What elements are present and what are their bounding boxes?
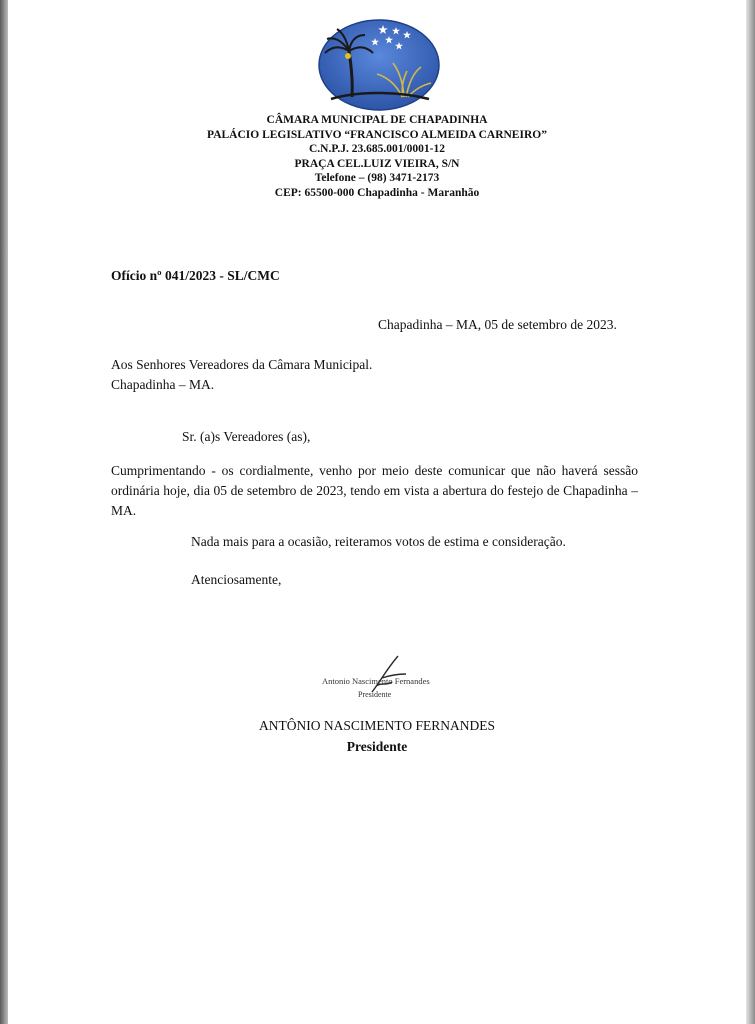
signature-stamp [308,652,448,704]
signer-title: Presidente [346,739,408,754]
letterhead-palace: PALÁCIO LEGISLATIVO “FRANCISCO ALMEIDA CARNEIRO” [207,128,547,141]
salutation: Sr. (a)s Vereadores (as), [182,429,311,444]
signer-block [8,715,746,757]
letter-reference: Ofício nº 041/2023 - SL/CMC [111,268,280,283]
letterhead-cnpj: C.N.P.J. 23.685.001/0001-12 [309,143,445,156]
addressee-city: Chapadinha – MA. [111,377,215,392]
stamp-title: Presidente [358,690,392,699]
letter-date: Chapadinha – MA, 05 de setembro de 2023. [378,317,617,332]
letterhead-phone: Telefone – (98) 3471-2173 [314,172,440,185]
stamp-name: Antonio Nascimento Fernandes [322,676,430,686]
letterhead [8,113,746,201]
letter-body: Cumprimentando - os cordialmente, venho por meio deste comunicar que não haverá sessão ordinária hoje, dia 05 de setembro de 2023, tendo em vista a abertura do festejo de Chapadinha – MA. [111,463,638,518]
letterhead-cep: CEP: 65500-000 Chapadinha - Maranhão [274,186,480,199]
document-page [8,0,746,1024]
addressee-line: Aos Senhores Vereadores da Câmara Municipal. [111,357,373,372]
letterhead-institution: CÂMARA MUNICIPAL DE CHAPADINHA [266,114,488,126]
closing-sentence: Nada mais para a ocasião, reiteramos votos de estima e consideração. [191,534,566,549]
scan-left-edge [0,0,8,1024]
addressee-block [111,355,372,395]
scan-right-edge [746,0,755,1024]
letterhead-address: PRAÇA CEL.LUIZ VIEIRA, S/N [294,157,460,170]
municipal-seal-icon [317,19,441,111]
sign-off: Atenciosamente, [191,572,282,587]
signer-name: ANTÔNIO NASCIMENTO FERNANDES [258,718,495,733]
